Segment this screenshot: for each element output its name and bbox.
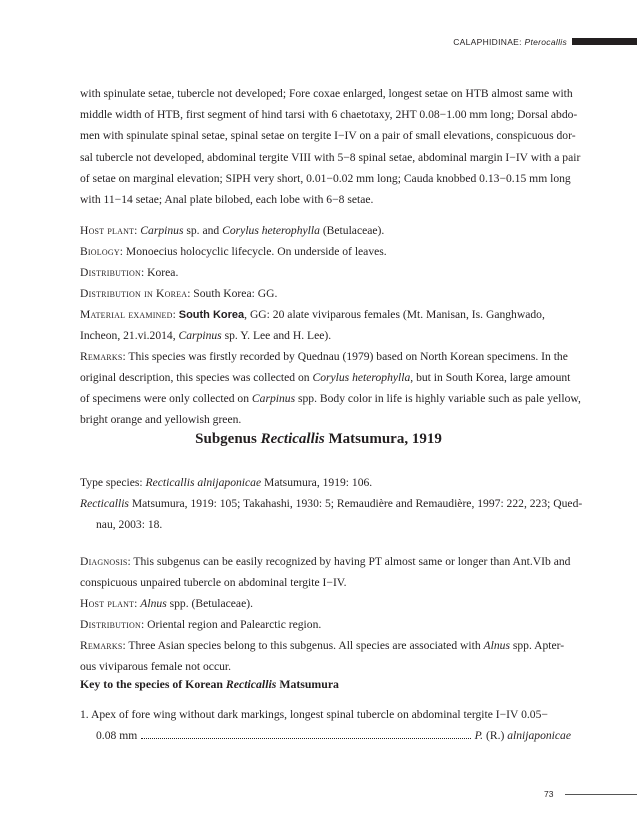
header-title	[453, 37, 567, 47]
biology-line	[80, 241, 387, 262]
distribution-line	[80, 262, 178, 283]
description-line-2: middle width of HTB, first segment of hind tarsi with 6 chaetotaxy, 2HT 0.08−1.00 mm long; Dorsal abdo-	[80, 108, 578, 121]
diagnosis-line-2: conspicuous unpaired tubercle on abdominal tergite I−IV.	[80, 576, 347, 589]
subgenus-author: Matsumura, 1919	[324, 431, 442, 447]
description-line-4: sal tubercle not developed, abdominal tergite VIII with 5−8 spinal setae, abdominal margin I−IV with a pair	[80, 151, 581, 164]
key-title-pre: Key to the species of Korean	[80, 677, 226, 691]
subgenus-name: Recticallis	[260, 431, 325, 447]
host-plant-label: Host plant	[80, 224, 135, 237]
material-line2-genus: Carpinus	[178, 329, 222, 342]
remarks-line-4: bright orange and yellowish green.	[80, 413, 242, 426]
description-line-3: men with spinulate spinal setae, spinal setae on tergite I−IV on a pair of small elevations, conspicuous dor-	[80, 129, 576, 142]
key-item-1-measure: 0.08 mm	[96, 729, 138, 742]
header-bar	[572, 38, 637, 45]
synonymy-line-2: nau, 2003: 18.	[96, 518, 163, 531]
key-taxon-subgenus: (R.)	[483, 729, 508, 742]
diagnosis-line-1	[80, 551, 570, 572]
host-plant-2-genus: Alnus	[140, 597, 167, 610]
diagnosis-label: Diagnosis	[80, 555, 128, 568]
host-plant-2-label: Host plant	[80, 597, 135, 610]
remarks-line3-post: spp. Body color in life is highly variable such as pale yellow,	[295, 392, 581, 405]
key-item-1-line-2	[96, 725, 571, 746]
description-line-5: of setae on marginal elevation; SIPH very short, 0.01−0.02 mm long; Cauda knobbed 0.13−0.15 mm long	[80, 172, 571, 185]
material-text: , GG: 20 alate viviparous females (Mt. Manisan, Is. Ganghwado,	[244, 308, 545, 321]
remarks-2-line-1	[80, 635, 564, 656]
remarks-2-line-2: ous viviparous female not occur.	[80, 660, 232, 673]
host-plant-species: Corylus heterophylla	[222, 224, 320, 237]
key-title-genus: Recticallis	[225, 677, 277, 691]
remarks-line2-post: , but in South Korea, large amount	[410, 371, 571, 384]
remarks-line3-pre: of specimens were only collected on	[80, 392, 252, 405]
key-taxon-genus: P.	[474, 729, 484, 742]
footer-rule	[565, 794, 637, 795]
remarks-label: Remarks	[80, 350, 123, 363]
remarks-line2-species: Corylus heterophylla	[312, 371, 411, 384]
diagnosis-text-1: : This subgenus can be easily recognized by having PT almost same or longer than Ant.VIb and	[127, 555, 571, 568]
distribution-label: Distribution	[80, 266, 141, 279]
page-number: 73	[544, 789, 554, 799]
material-line-1	[80, 304, 545, 326]
type-species-line	[80, 472, 372, 493]
material-line2-post: sp. Y. Lee and H. Lee).	[221, 329, 332, 342]
distribution-korea-label: Distribution in Korea	[80, 287, 188, 300]
header-section: CALAPHIDINAE:	[453, 37, 525, 47]
material-line-2	[80, 325, 331, 346]
type-species-author: Matsumura, 1919: 106.	[261, 476, 373, 489]
distribution-text: : Korea.	[141, 266, 179, 279]
key-title	[80, 677, 339, 692]
distribution-2-label: Distribution	[80, 618, 141, 631]
host-plant-2-text: spp. (Betulaceae).	[166, 597, 253, 610]
material-sep: :	[172, 308, 179, 321]
synonymy-text-1: Matsumura, 1919: 105; Takahashi, 1930: 5; Remaudière and Remaudière, 1997: 222, 223; Qued-	[128, 497, 583, 510]
remarks-line3-genus: Carpinus	[251, 392, 296, 405]
distribution-2-text: : Oriental region and Palearctic region.	[141, 618, 322, 631]
biology-label: Biology	[80, 245, 120, 258]
host-plant-text-2: (Betulaceae).	[319, 224, 385, 237]
host-plant-genus-1: Carpinus	[140, 224, 184, 237]
synonymy-genus: Recticallis	[80, 497, 129, 510]
distribution-2-line	[80, 614, 321, 635]
biology-text: : Monoecius holocyclic lifecycle. On underside of leaves.	[119, 245, 387, 258]
remarks-line2-pre: original description, this species was collected on	[80, 371, 313, 384]
remarks-line-3	[80, 388, 581, 409]
distribution-korea-text: : South Korea: GG.	[187, 287, 278, 300]
type-species-name: Recticallis alnijaponicae	[145, 476, 262, 489]
host-plant-2-line	[80, 593, 253, 614]
key-item-1-taxon	[475, 725, 571, 746]
key-title-author: Matsumura	[276, 677, 339, 691]
key-leader-dots	[141, 737, 470, 739]
description-line-6: with 11−14 setae; Anal plate bilobed, each lobe with 6−8 setae.	[80, 193, 374, 206]
header-genus: Pterocallis	[524, 37, 567, 47]
remarks-2-post: spp. Apter-	[509, 639, 565, 652]
distribution-korea-line	[80, 283, 277, 304]
remarks-2-label: Remarks	[80, 639, 123, 652]
host-plant-line	[80, 220, 384, 241]
material-line2-pre: Incheon, 21.vi.2014,	[80, 329, 179, 342]
remarks-2-genus: Alnus	[483, 639, 510, 652]
material-country: South Korea	[178, 309, 245, 321]
remarks-line1-text: : This species was firstly recorded by Quednau (1979) based on North Korean specimens. In the	[122, 350, 568, 363]
host-plant-text-1: sp. and	[183, 224, 223, 237]
host-plant-sep: :	[134, 224, 141, 237]
subgenus-heading	[0, 431, 637, 448]
subgenus-pre: Subgenus	[195, 431, 261, 447]
material-label: Material examined	[80, 308, 173, 321]
description-line-1: with spinulate setae, tubercle not developed; Fore coxae enlarged, longest setae on HTB almost same with	[80, 87, 573, 100]
remarks-line-1	[80, 346, 568, 367]
remarks-line-2	[80, 367, 570, 388]
remarks-2-pre: : Three Asian species belong to this subgenus. All species are associated with	[122, 639, 484, 652]
type-species-label: Type species:	[80, 476, 146, 489]
key-item-1-line-1: 1. Apex of fore wing without dark markings, longest spinal tubercle on abdominal tergite I−IV 0.05−	[80, 708, 548, 721]
key-taxon-species: alnijaponicae	[507, 729, 571, 742]
synonymy-line-1	[80, 493, 582, 514]
host-plant-2-sep: :	[134, 597, 141, 610]
